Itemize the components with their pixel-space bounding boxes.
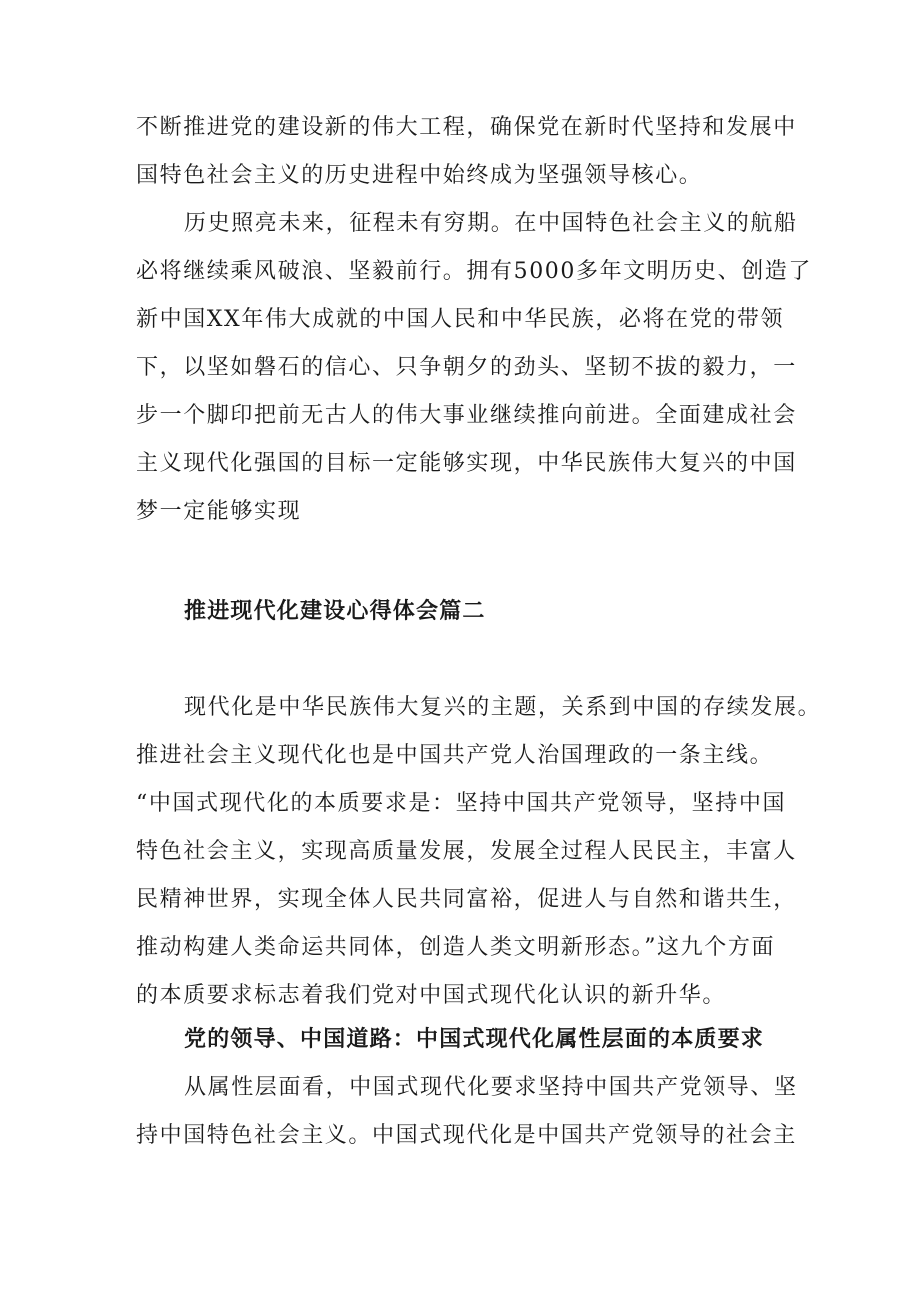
text-line: 推动构建人类命运共同体，创造人类文明新形态。”这九个方面	[136, 935, 776, 960]
text-line: 国特色社会主义的历史进程中始终成为坚强领导核心。	[136, 163, 703, 188]
text-line: 主义现代化强国的目标一定能够实现，中华民族伟大复兴的中国	[136, 451, 797, 476]
text-line: 历史照亮未来，征程未有穷期。在中国特色社会主义的航船	[184, 211, 798, 236]
text-line: 推进社会主义现代化也是中国共产党人治国理政的一条主线。	[136, 743, 774, 768]
paragraph-modernization-theme	[136, 684, 822, 1020]
text-line: 不断推进党的建设新的伟大工程，确保党在新时代坚持和发展中	[136, 115, 797, 140]
text-line: 特色社会主义，实现高质量发展，发展全过程人民民主，丰富人	[136, 839, 797, 864]
text-line: “中国式现代化的本质要求是：坚持中国共产党领导，坚持中国	[136, 791, 787, 816]
text-line: 从属性层面看，中国式现代化要求坚持中国共产党领导、坚	[184, 1075, 798, 1100]
paragraph-party-building	[136, 104, 816, 200]
text-line: 持中国特色社会主义。中国式现代化是中国共产党领导的社会主	[136, 1123, 797, 1148]
text-line: 梦一定能够实现	[136, 499, 302, 524]
subsection-heading-text: 党的领导、中国道路：中国式现代化属性层面的本质要求	[184, 1027, 765, 1052]
text-line: 必将继续乘风破浪、坚毅前行。拥有5000多年文明历史、创造了	[136, 259, 812, 284]
section-heading-text: 推进现代化建设心得体会篇二	[184, 599, 486, 624]
text-line: 现代化是中华民族伟大复兴的主题，关系到中国的存续发展。	[184, 695, 822, 720]
text-line: 的本质要求标志着我们党对中国式现代化认识的新升华。	[136, 983, 727, 1008]
subsection-heading	[136, 1016, 816, 1064]
paragraph-history-future	[136, 200, 816, 536]
paragraph-attribute-level	[136, 1064, 816, 1160]
text-line: 步一个脚印把前无古人的伟大事业继续推向前进。全面建成社会	[136, 403, 797, 428]
text-line: 民精神世界，实现全体人民共同富裕，促进人与自然和谐共生，	[136, 887, 797, 912]
text-line: 下，以坚如磐石的信心、只争朝夕的劲头、坚韧不拔的毅力，一	[136, 355, 797, 380]
text-line: 新中国XX年伟大成就的中国人民和中华民族，必将在党的带领	[136, 307, 785, 332]
section-heading	[136, 588, 816, 636]
